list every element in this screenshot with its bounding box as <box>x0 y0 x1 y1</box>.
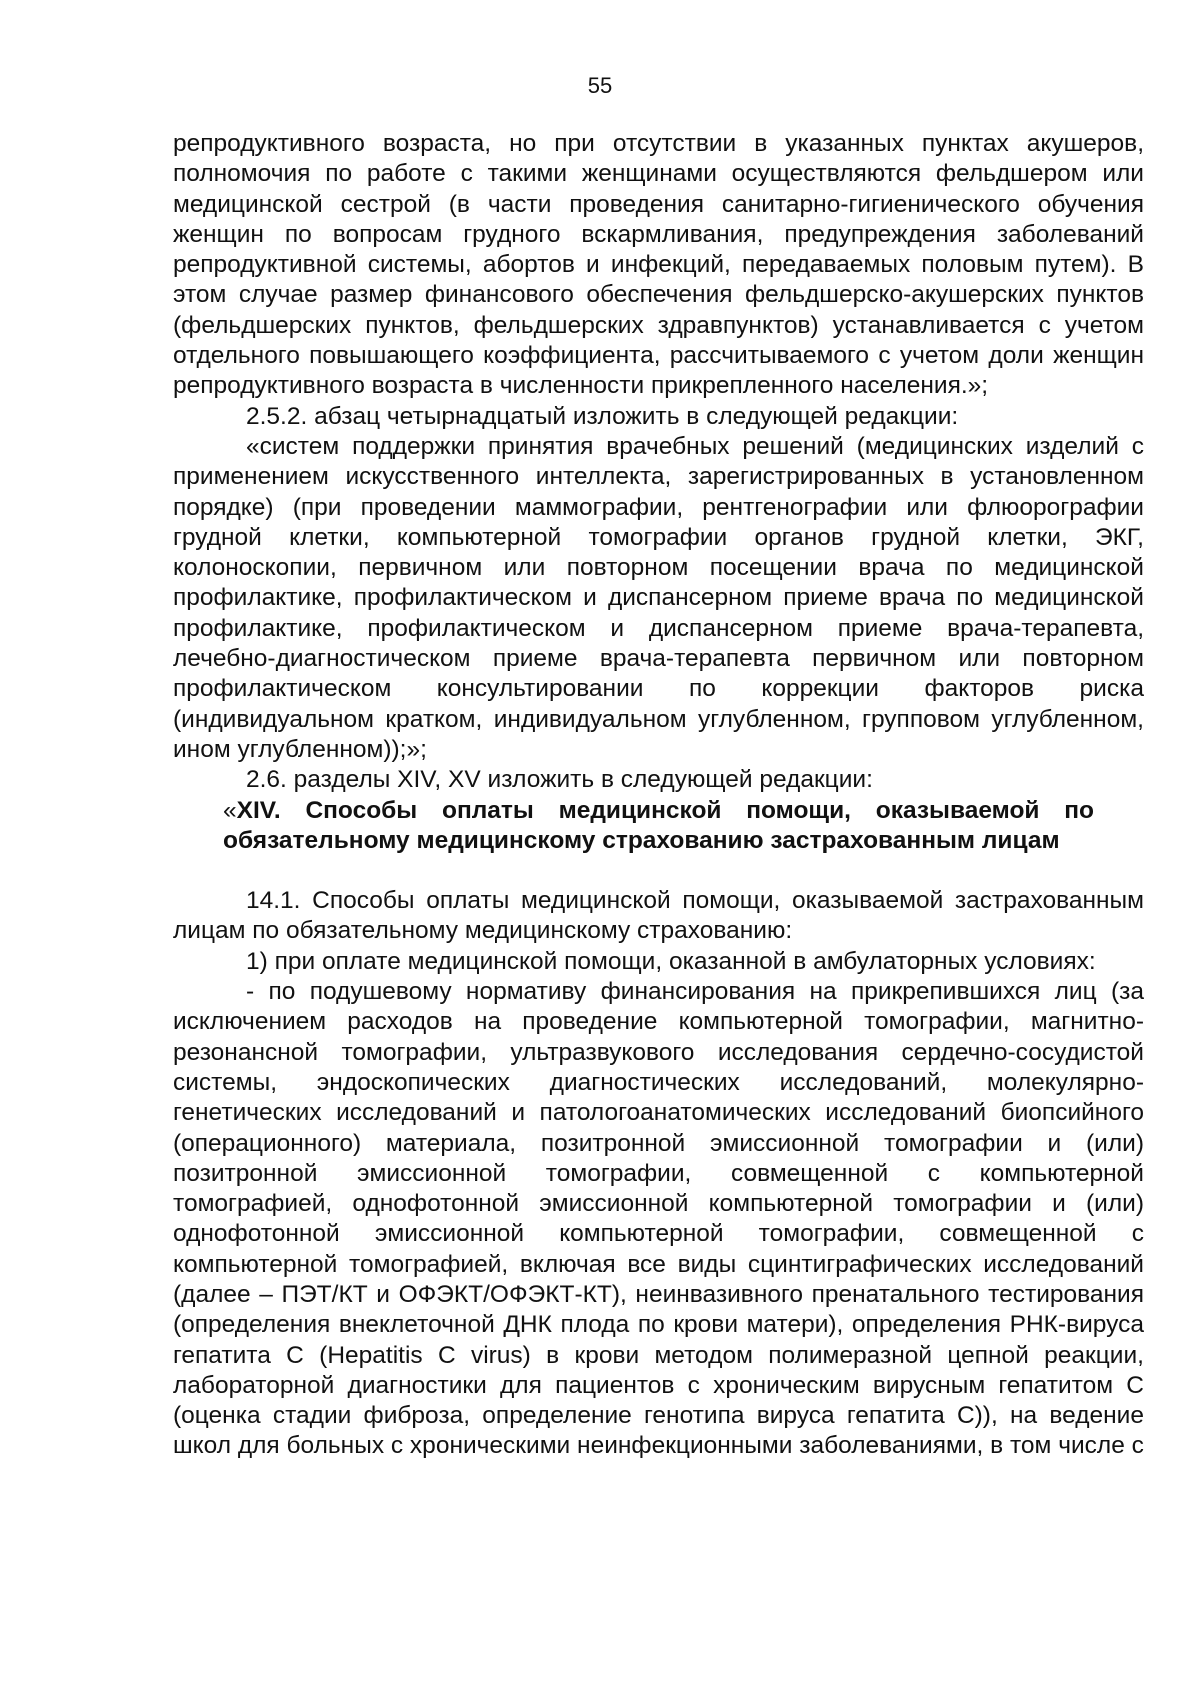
paragraph-continuation: репродуктивного возраста, но при отсутствии в указанных пунктах акушеров, полномочия по работе с такими женщинами осуществляются фельдшером или медицинской сестрой (в части проведения санитарно-гигиенического обучения женщин по вопросам грудного вскармливания, предупреждения заболеваний репродуктивной системы, абортов и инфекций, передаваемых половым путем). В этом случае размер финансового обеспечения фельдшерско-акушерских пунктов (фельдшерских пунктов, фельдшерских здравпунктов) устанавливается с учетом отдельного повышающего коэффициента, рассчитываемого с учетом доли женщин репродуктивного возраста в численности прикрепленного населения.»; <box>173 130 1144 400</box>
paragraph-item-1: 1) при оплате медицинской помощи, оказанной в амбулаторных условиях: <box>246 947 1096 975</box>
paragraph-2-5-2: 2.5.2. абзац четырнадцатый изложить в следующей редакции: <box>246 402 959 430</box>
section-heading <box>173 796 1144 857</box>
page-number: 55 <box>587 73 613 98</box>
paragraph-quoted-amendment: «систем поддержки принятия врачебных решений (медицинских изделий с применением искусственного интеллекта, зарегистрированных в установленном порядке) (при проведении маммографии, рентгенографии или флюорографии грудной клетки, компьютерной томографии органов грудной клетки, ЭКГ, колоноскопии, первичном или повторном посещении врача по медицинской профилактике, профилактическом и диспансерном приеме врача по медицинской профилактике, профилактическом и диспансерном приеме врача-терапевта, лечебно-диагностическом приеме врача-терапевта первичном или повторном профилактическом консультировании по коррекции факторов риска (индивидуальном кратком, индивидуальном углубленном, групповом углубленном, ином углубленном));»; <box>173 432 1144 763</box>
paragraph-14-1: 14.1. Способы оплаты медицинской помощи, оказываемой застрахованным лицам по обязательному медицинскому страхованию: <box>173 887 1144 945</box>
heading-open-quote: « <box>223 796 237 824</box>
paragraph-2-6: 2.6. разделы XIV, XV изложить в следующей редакции: <box>246 766 873 794</box>
document-body <box>173 129 1144 1462</box>
heading-text: XIV. Способы оплаты медицинской помощи, оказываемой по обязательному медицинскому страхованию застрахованным лицам <box>223 796 1094 854</box>
spacer <box>173 856 1144 886</box>
paragraph-bullet: - по подушевому нормативу финансирования на прикрепившихся лиц (за исключением расходов на проведение компьютерной томографии, магнитно-резонансной томографии, ультразвукового исследования сердечно-сосудистой системы, эндоскопических диагностических исследований, молекулярно-генетических исследований и патологоанатомических исследований биопсийного (операционного) материала, позитронной эмиссионной томографии и (или) позитронной эмиссионной томографии, совмещенной с компьютерной томографией, однофотонной эмиссионной компьютерной томографии и (или) однофотонной эмиссионной компьютерной томографии, совмещенной с компьютерной томографией, включая все виды сцинтиграфических исследований (далее – ПЭТ/КТ и ОФЭКТ/ОФЭКТ-КТ), неинвазивного пренатального тестирования (определения внеклеточной ДНК плода по крови матери), определения РНК-вируса гепатита С (Hepatitis C virus) в крови методом полимеразной цепной реакции, лабораторной диагностики для пациентов с хроническим вирусным гепатитом С (оценка стадии фиброза, определение генотипа вируса гепатита С)), на ведение школ для больных с хроническими неинфекционными заболеваниями, в том числе с <box>173 978 1144 1460</box>
